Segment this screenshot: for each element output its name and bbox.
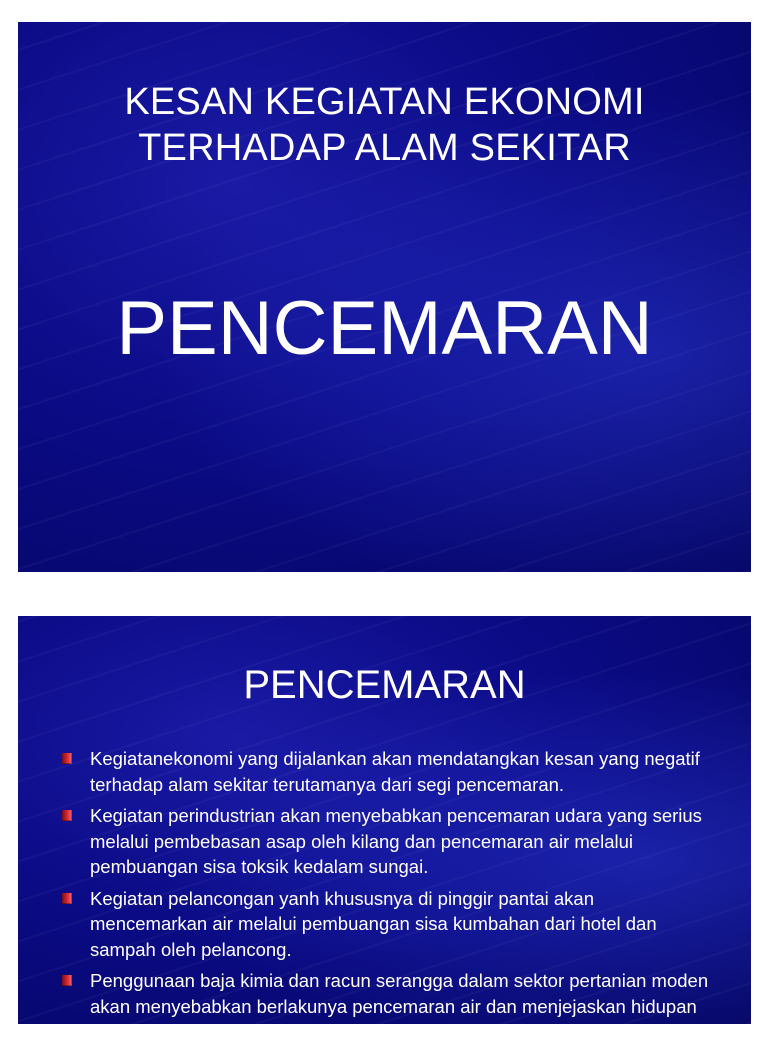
bullet-text: Penggunaan baja kimia dan racun serangga dalam sektor pertanian moden akan menyebabkan berlakunya pencemaran air dan menjejaskan hidupan akuatik. [90,970,709,1042]
slide-1 [18,22,751,572]
bullet-list [62,746,711,1051]
square-bullet-icon [62,753,72,764]
bullet-text: Kegiatan pelancongan yanh khususnya di pinggir pantai akan mencemarkan air melalui pembuangan sisa kumbahan dari hotel dan sampah oleh pelancong. [90,887,657,960]
square-bullet-icon [62,975,72,986]
square-bullet-icon [62,810,72,821]
title-line-1: KESAN KEGIATAN EKONOMI [124,81,645,123]
list-item [62,968,711,1045]
list-item [62,886,711,963]
bullet-text: Kegiatan perindustrian akan menyebabkan pencemaran udara yang serius melalui pembebasan asap oleh kilang dan pencemaran air melalui pembuangan sisa toksik kedalam sungai. [90,805,702,877]
list-item [62,803,711,880]
title-line-2: TERHADAP ALAM SEKITAR [138,127,631,169]
slide-2 [18,616,751,1042]
slide-title [18,79,751,171]
slide-heading: PENCEMARAN [116,286,653,371]
slide-title: PENCEMARAN [243,663,526,707]
bullet-text: Kegiatanekonomi yang dijalankan akan mendatangkan kesan yang negatif terhadap alam sekitar terutamanya dari segi pencemaran. [90,748,700,795]
list-item [62,746,711,797]
square-bullet-icon [62,893,72,904]
